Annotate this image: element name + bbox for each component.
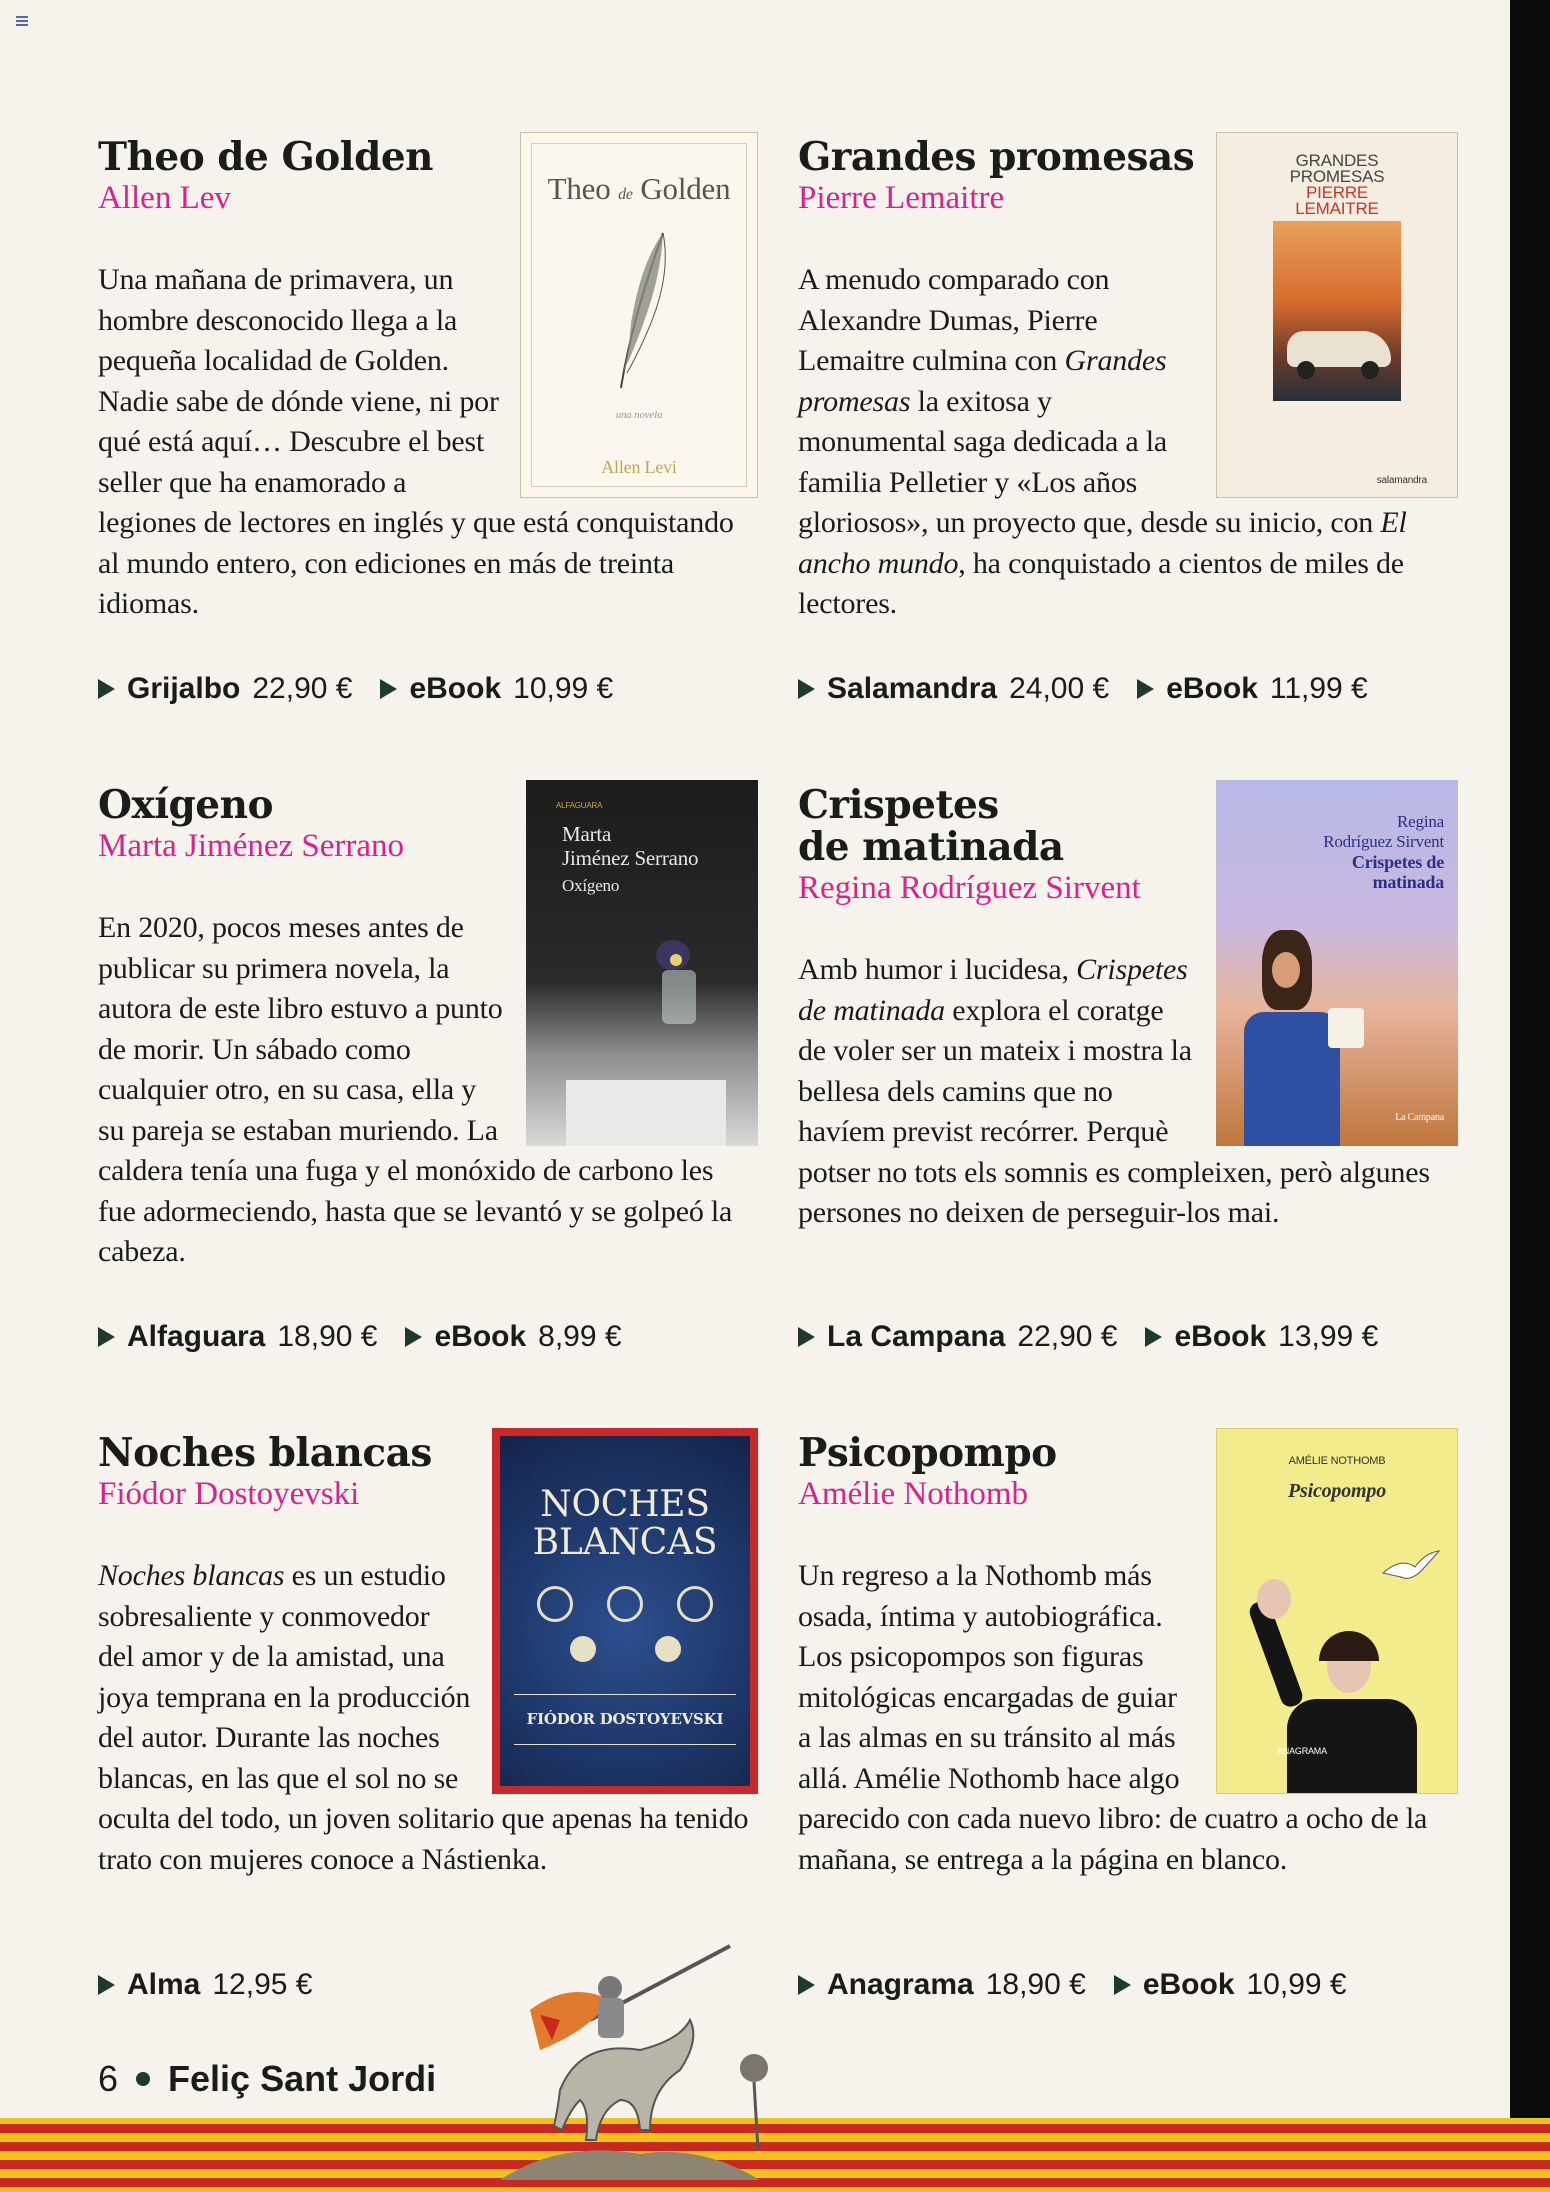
desc-part: es un estudio sobresaliente y conmovedor del amor y de la amistad, una joya temprana en la producción del autor. Durante las noches blancas, en las que el sol no se oculta del todo, un joven solitario que apenas ha tenido trato con mujeres conoce a Nástienka. (98, 1559, 749, 1876)
cover-subtitle: una novela (615, 409, 663, 421)
book-author: Pierre Lemaitre (798, 180, 1005, 216)
publisher-label: Grijalbo (127, 672, 241, 705)
triangle-icon (98, 1975, 115, 1995)
price-item-print[interactable] (798, 1968, 1086, 2002)
price-item-ebook[interactable] (405, 1320, 621, 1354)
publisher-label: Alma (127, 1968, 201, 2001)
cover-author-b: Jiménez Serrano (562, 846, 699, 870)
triangle-icon (1114, 1975, 1131, 1995)
book-card-crispetes-de-matinada (798, 784, 1458, 1384)
desc-part: explora el coratge de voler ser un mateix i mostra la bellesa dels camins que no havíem previst recórrer. Perquè potser no tots els somnis es compleixen, però algunes persones no deixen de perseguir-los mai. (798, 993, 1430, 1229)
cover-title-a: GRANDES (1295, 151, 1379, 170)
book-description (98, 171, 758, 625)
desc-italic: Noches blancas (98, 1559, 285, 1592)
publisher-label: Salamandra (827, 672, 998, 705)
price-value: 22,90 € (1017, 1320, 1118, 1353)
book-title: Psicopompo (798, 1430, 1057, 1476)
desc-part: , ha conquistado a cientos de miles de lectores. (798, 546, 1404, 620)
book-title: Oxígeno (98, 782, 273, 828)
triangle-icon (1137, 679, 1154, 699)
book-cover (492, 1428, 758, 1794)
book-description (798, 812, 1458, 1234)
book-description-text: Una mañana de primavera, un hombre desconocido llega a la pequeña localidad de Golden. Nadie sabe de dónde viene, ni por qué está aquí… Descubre el best seller que ha enamorado a legiones de lectores en inglés y que está conquistando al mundo entero, con ediciones en más de treinta idiomas. (98, 263, 734, 620)
book-title: Theo de Golden (98, 134, 434, 180)
cover-imprint: ALFAGUARA (556, 801, 603, 810)
book-card-grandes-promesas (798, 136, 1458, 736)
desc-part: la exitosa y monumental saga dedicada a la familia Pelletier y «Los años gloriosos», un proyecto que, desde su inicio, con (798, 384, 1381, 539)
cover-author-a: PIERRE (1305, 183, 1369, 202)
book-author: Allen Lev (98, 180, 231, 216)
triangle-icon (798, 1975, 815, 1995)
cover-title-b: PROMESAS (1289, 167, 1385, 186)
book-description (98, 801, 758, 1273)
ebook-label: eBook (1142, 1968, 1235, 2001)
menu-icon (16, 16, 28, 26)
book-title-line: de matinada (798, 824, 1064, 870)
book-author: Fiódor Dostoyevski (98, 1476, 360, 1512)
book-title: Noches blancas (98, 1430, 432, 1476)
triangle-icon (798, 1327, 815, 1347)
cover-author: AMÉLIE NOTHOMB (1288, 1455, 1386, 1467)
book-author: Regina Rodríguez Sirvent (798, 870, 1141, 906)
publisher-label: La Campana (827, 1320, 1006, 1353)
price-value: 13,99 € (1278, 1320, 1379, 1353)
cover-title-a: NOCHES (540, 1484, 710, 1525)
desc-part: Amb humor i lucidesa, (798, 953, 1077, 986)
desc-part: A menudo comparado con Alexandre Dumas, Pierre Lemaitre culmina con (798, 263, 1110, 377)
price-row (798, 672, 1396, 706)
desc-italic: Grandes promesas (798, 344, 1167, 418)
price-value: 18,90 € (277, 1320, 378, 1353)
cover-illustration (1273, 221, 1401, 401)
ebook-label: eBook (409, 672, 502, 705)
book-description (798, 151, 1458, 625)
price-row (798, 1968, 1375, 2002)
cover-title-b: matinada (1372, 872, 1444, 892)
cover-publisher: salamandra (1376, 475, 1427, 486)
book-cover (1216, 780, 1458, 1146)
price-item-ebook[interactable] (1145, 1320, 1378, 1354)
cover-title-a: Theo (547, 171, 611, 206)
triangle-icon (798, 679, 815, 699)
book-cover (1216, 132, 1458, 498)
price-value: 24,00 € (1009, 672, 1110, 705)
price-item-print[interactable] (98, 1968, 312, 2002)
price-value: 10,99 € (513, 672, 614, 705)
cover-title-b: BLANCAS (532, 1522, 718, 1563)
ebook-label: eBook (434, 1320, 527, 1353)
book-cover (520, 132, 758, 498)
price-value: 22,90 € (252, 672, 353, 705)
price-row (98, 672, 641, 706)
triangle-icon (98, 679, 115, 699)
book-author: Amélie Nothomb (798, 1476, 1029, 1512)
footer-title: Feliç Sant Jordi (168, 2058, 437, 2099)
book-cover (1216, 1428, 1458, 1794)
cover-publisher: La Campana (1395, 1111, 1444, 1123)
book-author: Marta Jiménez Serrano (98, 828, 405, 864)
price-value: 8,99 € (538, 1320, 622, 1353)
book-title: Grandes promesas (798, 134, 1195, 180)
cover-publisher: ANAGRAMA (1277, 1745, 1327, 1756)
price-item-print[interactable] (798, 1320, 1117, 1354)
triangle-icon (98, 1327, 115, 1347)
cover-title: Psicopompo (1288, 1480, 1386, 1502)
ebook-label: eBook (1166, 672, 1258, 705)
book-description (798, 1455, 1458, 1880)
desc-italic: El ancho mundo (798, 506, 1407, 580)
cover-author-a: Marta (562, 822, 612, 846)
sant-jordi-knight-illustration (500, 1940, 790, 2180)
page-number: 6 (98, 2058, 119, 2099)
price-value: 18,90 € (985, 1968, 1086, 2001)
bullet-dot (136, 2072, 150, 2086)
book-cover (526, 780, 758, 1146)
cover-title-c: Golden (640, 171, 731, 206)
feather-icon (601, 223, 681, 393)
ornament-row (540, 1636, 710, 1662)
cover-title-b: de (618, 186, 633, 203)
cover-author-a: Regina (1397, 812, 1444, 831)
triangle-icon (405, 1327, 422, 1347)
book-card-psicopompo (798, 1430, 1458, 2001)
book-description-text: Un regreso a la Nothomb más osada, íntima y autobiográfica. Los psicopompos son figuras mitológicas encargadas de guiar a las almas en su tránsito al más allá. Amélie Nothomb hace algo parecido con cada nuevo libro: de cuatro a ocho de la mañana, se entrega a la página en blanco. (798, 1559, 1428, 1876)
flower-vase-icon (648, 940, 708, 1040)
price-value: 10,99 € (1246, 1968, 1347, 2001)
price-item-print[interactable] (98, 1320, 377, 1354)
cover-author: FIÓDOR DOSTOYEVSKI (514, 1694, 736, 1745)
torn-page-edge (1510, 0, 1550, 2120)
price-item-ebook[interactable] (1114, 1968, 1347, 2002)
price-item-ebook[interactable] (380, 672, 613, 706)
price-item-ebook[interactable] (1137, 672, 1368, 706)
book-description (98, 1484, 758, 1880)
cover-title: Oxígeno (562, 876, 620, 895)
cover-title-a: Crispetes de (1351, 852, 1444, 872)
publisher-label: Alfaguara (127, 1320, 266, 1353)
cover-author: Allen Levi (601, 457, 677, 477)
book-card-theo-de-golden (98, 136, 758, 736)
price-row (98, 1320, 650, 1354)
price-row (98, 1968, 340, 2002)
cover-author-b: Rodríguez Sirvent (1323, 832, 1444, 851)
publisher-label: Anagrama (827, 1968, 974, 2001)
desc-italic: Crispetes de matinada (798, 953, 1188, 1027)
book-card-noches-blancas (98, 1430, 758, 2001)
price-item-print[interactable] (98, 672, 352, 706)
book-title-line: Crispetes (798, 782, 999, 828)
ornament-row (520, 1586, 730, 1622)
cover-author-b: LEMAITRE (1295, 199, 1379, 218)
book-description-text: En 2020, pocos meses antes de publicar su primera novela, la autora de este libro estuvo a punto de morir. Un sábado como cualquier otro, en su casa, ella y su pareja se estaban muriendo. La caldera tenía una fuga y el monóxido de carbono les fue adormeciendo, hasta que se levantó y se golpeó la cabeza. (98, 911, 733, 1268)
book-card-oxigeno (98, 784, 758, 1384)
triangle-icon (380, 679, 397, 699)
price-row (798, 1320, 1406, 1354)
cover-figure (1232, 930, 1342, 1146)
triangle-icon (1145, 1327, 1162, 1347)
price-value: 12,95 € (212, 1968, 313, 2001)
page-footer (98, 2058, 436, 2100)
ebook-label: eBook (1174, 1320, 1267, 1353)
price-value: 11,99 € (1269, 672, 1368, 705)
price-item-print[interactable] (798, 672, 1109, 706)
